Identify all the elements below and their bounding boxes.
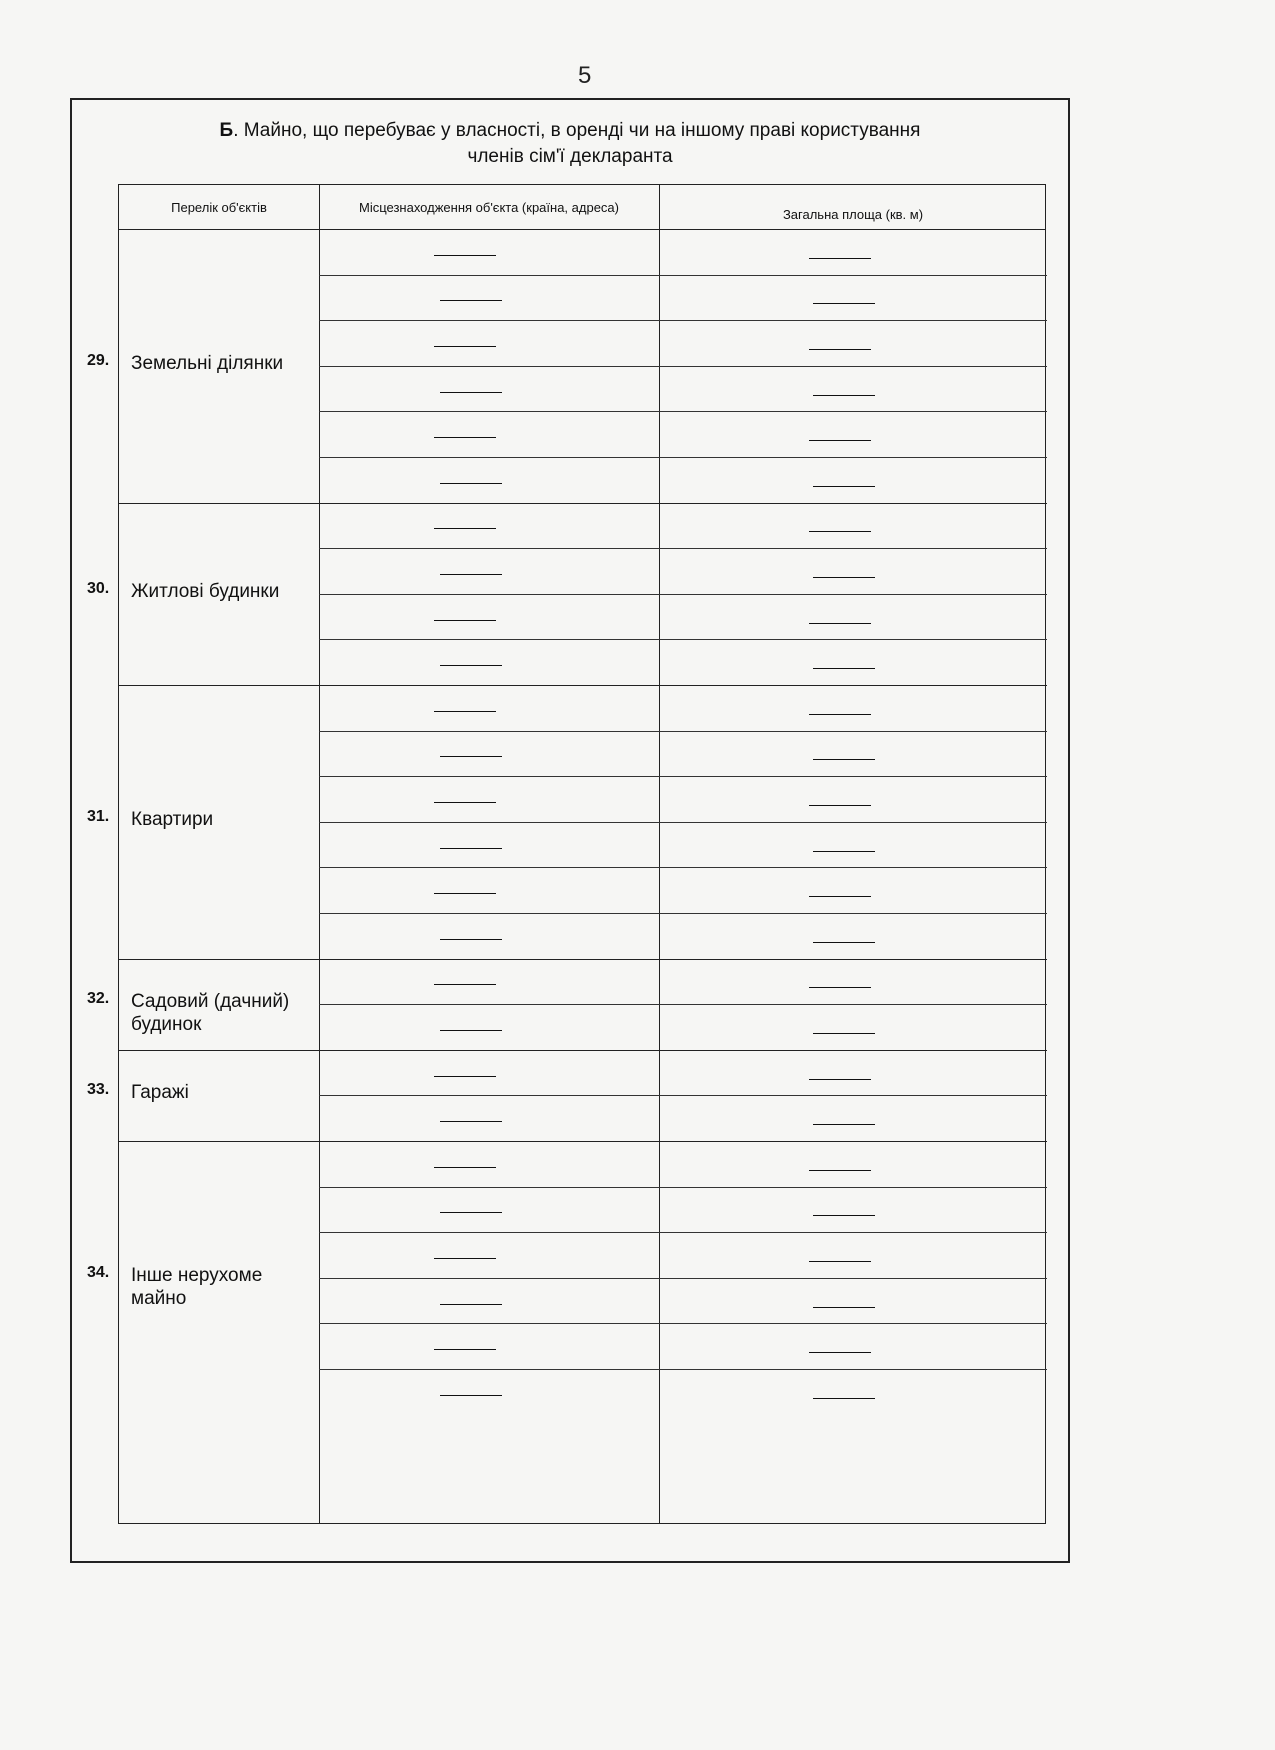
area-empty-dash [809,805,871,806]
table-row-line [119,1141,1047,1142]
location-empty-dash [434,711,496,712]
table-row-line [319,1004,1047,1005]
table-row-line [319,776,1047,777]
area-empty-dash [813,759,875,760]
area-empty-dash [813,1307,875,1308]
table-row-line [119,685,1047,686]
area-empty-dash [809,896,871,897]
property-table [87,184,1046,1524]
location-empty-dash [434,802,496,803]
category-label: Інше нерухоме майно [131,1264,263,1309]
section-letter: Б [219,120,234,141]
area-empty-dash [813,1215,875,1216]
area-empty-dash [813,668,875,669]
location-empty-dash [434,1167,496,1168]
table-row-line [319,1323,1047,1324]
category-number: 29. [87,351,110,369]
category-label: Земельні ділянки [131,352,284,374]
location-empty-dash [434,620,496,621]
table-row-line [119,959,1047,960]
category-number: 30. [87,579,110,597]
area-empty-dash [813,303,875,304]
area-empty-dash [809,440,871,441]
location-empty-dash [440,1121,502,1122]
location-empty-dash [434,437,496,438]
location-empty-dash [440,665,502,666]
table-row-line [319,822,1047,823]
table-row-line [319,366,1047,367]
header-location: Місцезнаходження об'єкта (країна, адреса) [359,199,619,215]
table-row-line [319,548,1047,549]
category-label: Житлові будинки [131,580,280,602]
area-empty-dash [809,258,871,259]
location-empty-dash [440,574,502,575]
location-empty-dash [434,1076,496,1077]
location-empty-dash [440,1030,502,1031]
table-row-line [319,594,1047,595]
column-divider-2 [659,185,660,1523]
category-number: 32. [87,990,110,1008]
table-row-line [319,1095,1047,1096]
area-empty-dash [809,349,871,350]
heading-line2: членів сім'ї декларанта [467,146,673,167]
header-area: Загальна площа (кв. м) [782,206,924,222]
location-empty-dash [434,893,496,894]
heading-line1: . Майно, що перебуває у власності, в оренді чи на іншому праві користування [233,120,921,141]
table-header-row [119,185,1045,230]
table-row-line [119,503,1047,504]
table-row-line [319,867,1047,868]
category-number: 34. [87,1263,110,1281]
category-label: Гаражі [131,1082,189,1104]
location-empty-dash [434,255,496,256]
table-row-line [319,1187,1047,1188]
table-row-line [319,1278,1047,1279]
area-empty-dash [809,1261,871,1262]
category-number: 33. [87,1081,110,1099]
location-empty-dash [434,1258,496,1259]
table-row-line [319,411,1047,412]
location-empty-dash [440,300,502,301]
header-objects: Перелік об'єктів [171,199,267,215]
location-empty-dash [434,984,496,985]
location-empty-dash [440,1212,502,1213]
location-empty-dash [440,939,502,940]
table-row-line [319,1232,1047,1233]
location-empty-dash [434,346,496,347]
location-empty-dash [440,1304,502,1305]
area-empty-dash [809,714,871,715]
table-row-line [319,913,1047,914]
table-row-line [319,275,1047,276]
area-empty-dash [813,942,875,943]
section-heading [110,118,1030,170]
area-empty-dash [809,531,871,532]
area-empty-dash [809,987,871,988]
location-empty-dash [440,483,502,484]
area-empty-dash [809,1079,871,1080]
area-empty-dash [813,1033,875,1034]
table-row-line [319,1369,1047,1370]
location-empty-dash [440,848,502,849]
table-row-line [119,1050,1047,1051]
table-row-line [319,639,1047,640]
area-empty-dash [809,1352,871,1353]
area-empty-dash [813,486,875,487]
area-empty-dash [809,1170,871,1171]
category-label: Квартири [131,808,214,830]
table-row-line [319,731,1047,732]
area-empty-dash [813,1398,875,1399]
table-row-line [319,457,1047,458]
location-empty-dash [434,1349,496,1350]
column-divider-1 [319,185,320,1523]
table-row-line [319,320,1047,321]
page-number: 5 [578,62,592,89]
location-empty-dash [440,1395,502,1396]
location-empty-dash [434,528,496,529]
location-empty-dash [440,756,502,757]
area-empty-dash [809,623,871,624]
area-empty-dash [813,395,875,396]
location-empty-dash [440,392,502,393]
category-number: 31. [87,807,110,825]
category-label: Садовий (дачний) будинок [131,991,290,1036]
area-empty-dash [813,1124,875,1125]
area-empty-dash [813,577,875,578]
area-empty-dash [813,851,875,852]
